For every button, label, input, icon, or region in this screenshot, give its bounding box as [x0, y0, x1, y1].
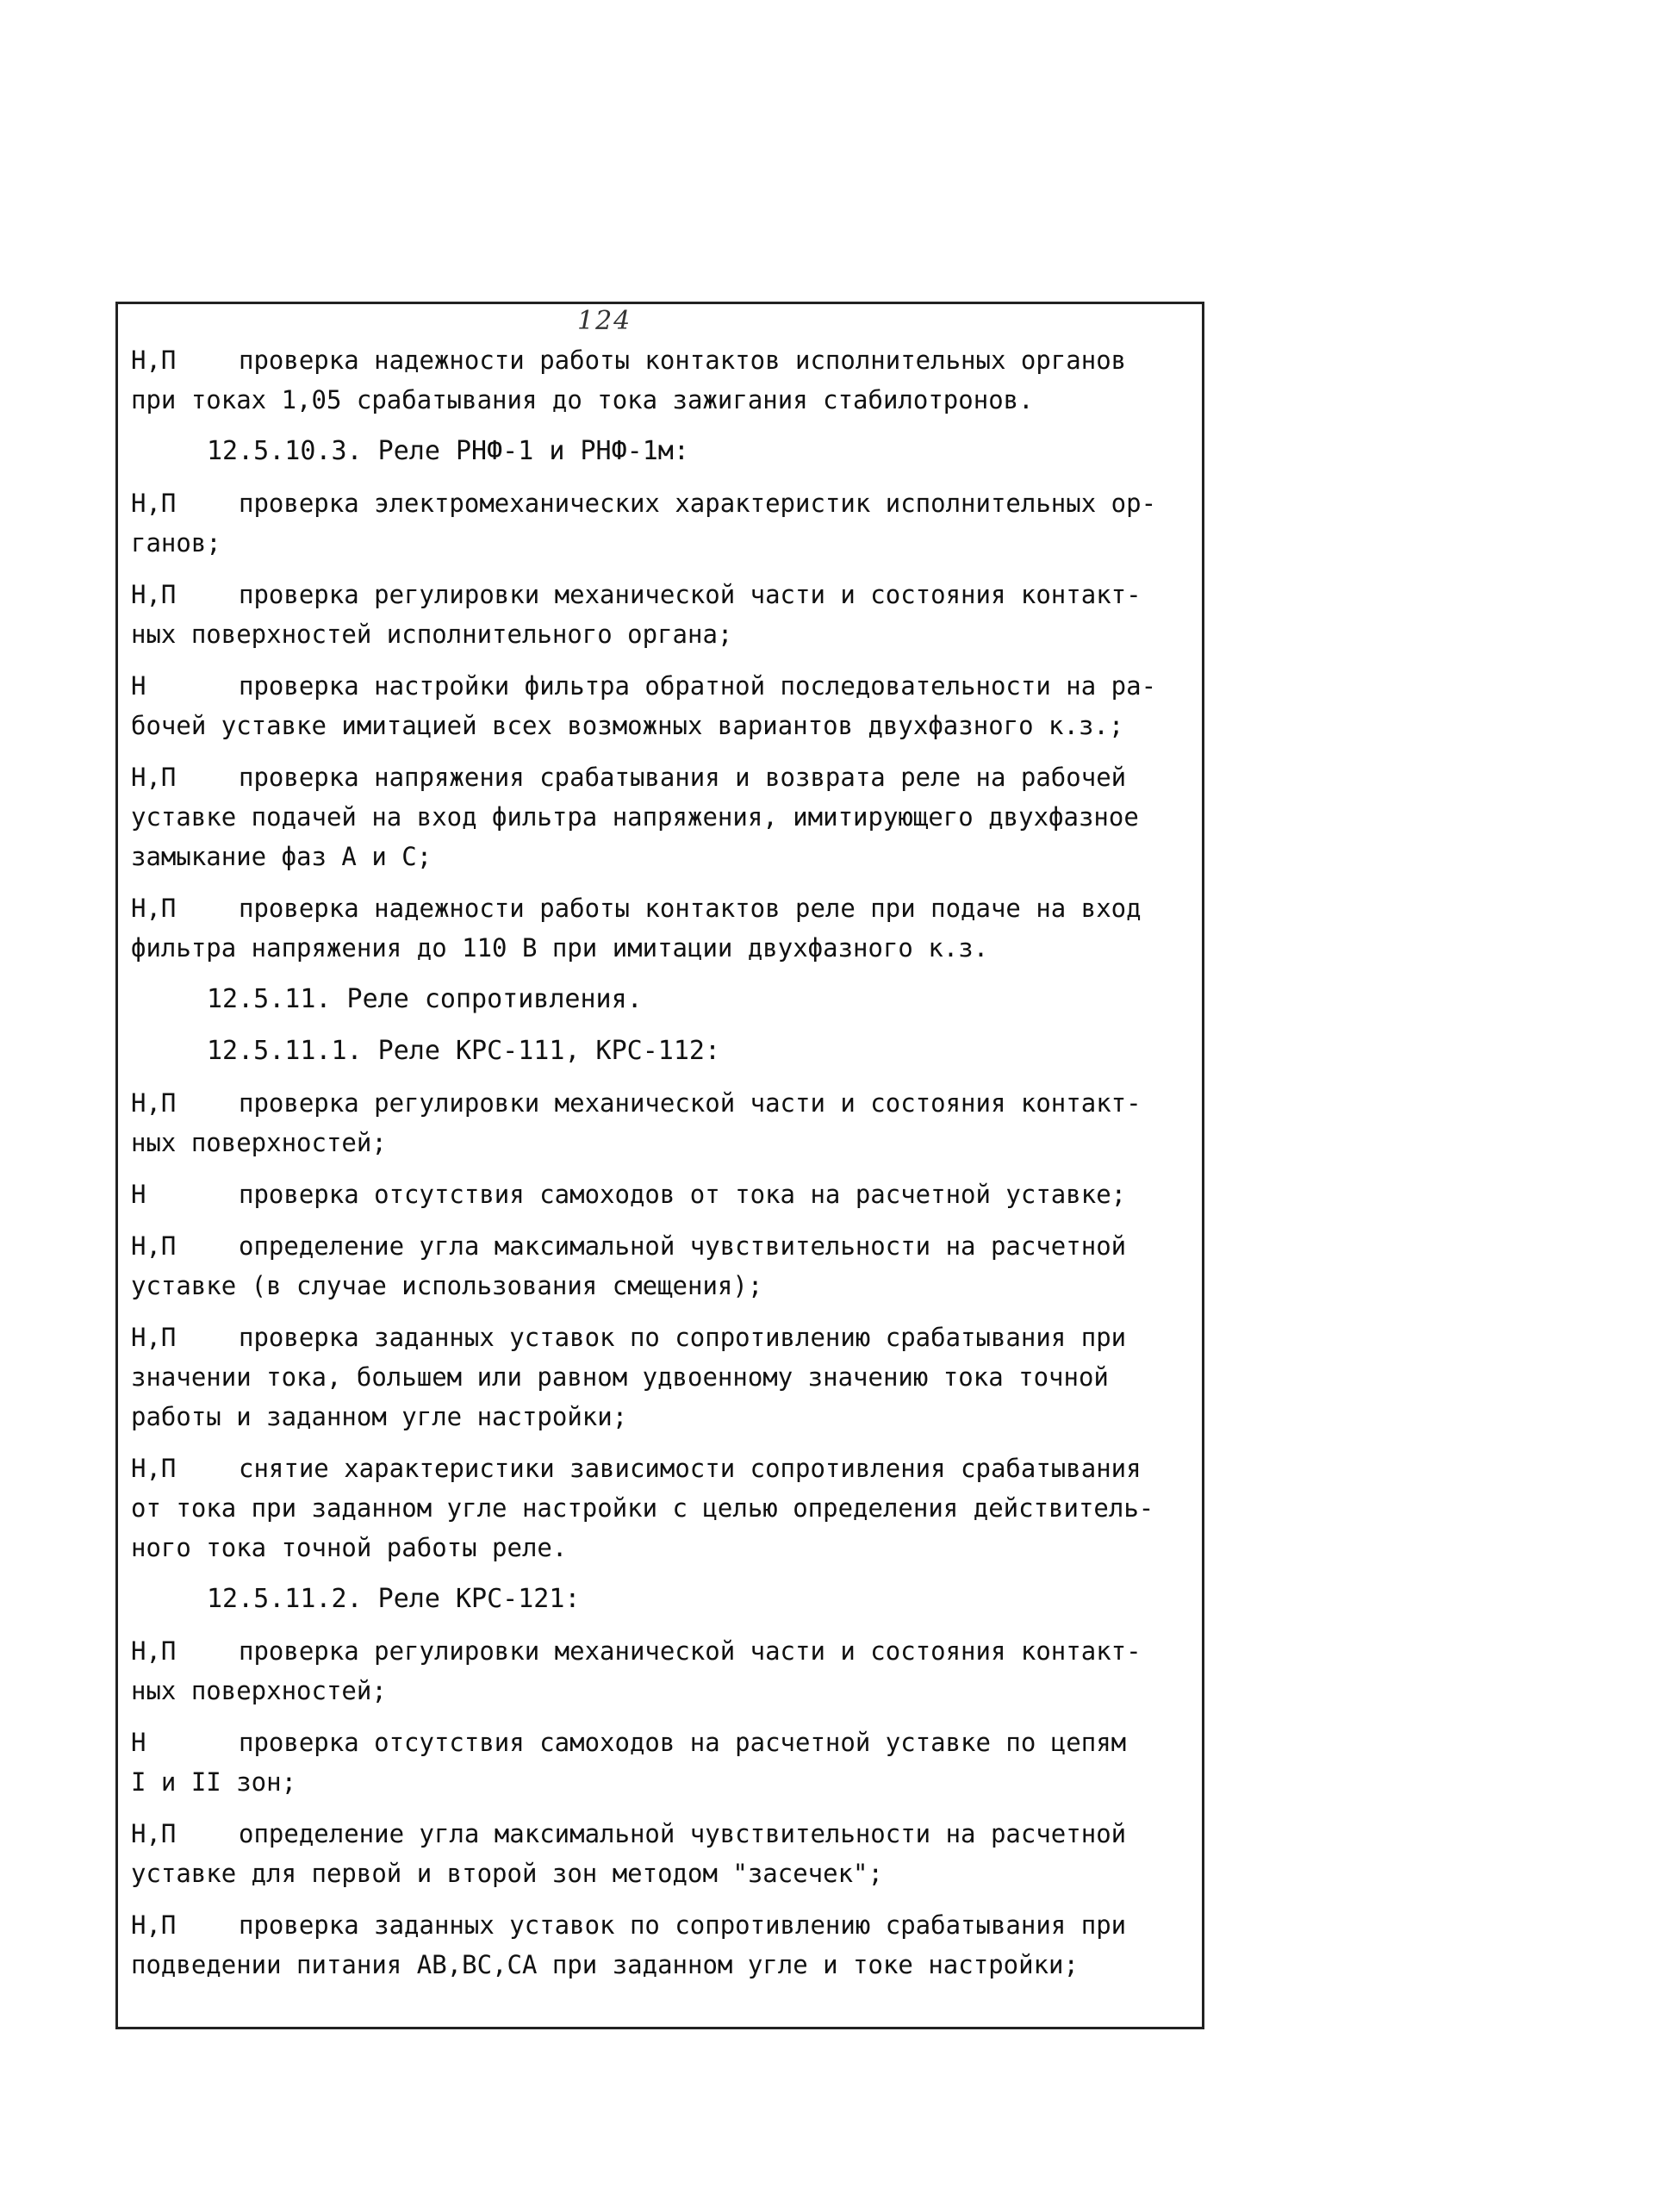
item-text-line: ных поверхностей исполнительного органа; [131, 620, 733, 649]
item-code: Н,П [131, 489, 177, 518]
item-text-line: подведении питания АВ,ВС,СА при заданном угле и токе настройки; [131, 1950, 1079, 1979]
page-number: 124 [577, 306, 632, 336]
item-text-line: проверка электромеханических характеристик исполнительных ор- [239, 489, 1157, 518]
item-text-line: определение угла максимальной чувствительности на расчетной [239, 1231, 1127, 1261]
section-heading: 12.5.11.2. Реле КРС-121: [207, 1584, 581, 1614]
item-text-line: проверка регулировки механической части и состояния контакт- [239, 1636, 1142, 1666]
checklist-item [131, 1226, 1195, 1306]
item-text-line: проверка заданных уставок по сопротивлению срабатывания при [239, 1323, 1127, 1352]
item-code: Н,П [131, 763, 177, 792]
item-text-line: фильтра напряжения до 110 В при имитации двухфазного к.з. [131, 933, 989, 963]
item-text-line: ного тока точной работы реле. [131, 1533, 568, 1562]
item-code: Н [131, 1180, 146, 1209]
checklist-item [131, 1175, 1195, 1214]
checklist-item [131, 483, 1195, 563]
item-code: Н,П [131, 1910, 177, 1940]
item-code: Н,П [131, 346, 177, 375]
checklist-item [131, 1905, 1195, 1985]
item-code: Н,П [131, 1636, 177, 1666]
item-code: Н [131, 671, 146, 701]
checklist-item [131, 1083, 1195, 1162]
item-text-line: проверка отсутствия самоходов от тока на расчетной уставке; [239, 1180, 1127, 1209]
checklist-item [131, 1814, 1195, 1893]
checklist-item [131, 757, 1195, 876]
item-text-line: снятие характеристики зависимости сопротивления срабатывания [239, 1454, 1142, 1483]
item-text-line: ных поверхностей; [131, 1676, 387, 1705]
item-text-line: I и II зон; [131, 1767, 297, 1797]
item-text-line: проверка заданных уставок по сопротивлению срабатывания при [239, 1910, 1127, 1940]
section-heading: 12.5.11. Реле сопротивления. [207, 984, 643, 1014]
item-text-line: уставке подачей на вход фильтра напряжения, имитирующего двухфазное [131, 802, 1139, 832]
item-text-line: при токах 1,05 срабатывания до тока зажигания стабилотронов. [131, 385, 1034, 414]
checklist-item [131, 1723, 1195, 1802]
item-code: Н,П [131, 1323, 177, 1352]
item-text-line: замыкание фаз А и С; [131, 842, 432, 871]
item-text-line: ганов; [131, 528, 221, 558]
checklist-item [131, 340, 1195, 420]
item-code: Н,П [131, 1454, 177, 1483]
item-text-line: ных поверхностей; [131, 1128, 387, 1157]
checklist-item [131, 888, 1195, 968]
checklist-item [131, 1631, 1195, 1711]
item-text-line: проверка настройки фильтра обратной последовательности на ра- [239, 671, 1157, 701]
item-text-line: проверка регулировки механической части и состояния контакт- [239, 580, 1142, 609]
item-text-line: уставке для первой и второй зон методом "засечек"; [131, 1859, 883, 1888]
checklist-item [131, 1318, 1195, 1436]
item-text-line: работы и заданном угле настройки; [131, 1402, 628, 1431]
checklist-item [131, 1449, 1195, 1567]
section-heading: 12.5.11.1. Реле КРС-111, КРС-112: [207, 1036, 721, 1066]
item-code: Н,П [131, 1088, 177, 1118]
item-text-line: уставке (в случае использования смещения); [131, 1271, 763, 1300]
item-text-line: проверка напряжения срабатывания и возврата реле на рабочей [239, 763, 1127, 792]
item-code: Н [131, 1728, 146, 1757]
item-code: Н,П [131, 580, 177, 609]
item-text-line: проверка надежности работы контактов исполнительных органов [239, 346, 1127, 375]
item-code: Н,П [131, 1231, 177, 1261]
checklist-item [131, 666, 1195, 745]
item-text-line: определение угла максимальной чувствительности на расчетной [239, 1819, 1127, 1848]
item-text-line: от тока при заданном угле настройки с целью определения действитель- [131, 1493, 1154, 1523]
section-heading: 12.5.10.3. Реле РНФ-1 и РНФ-1м: [207, 436, 689, 466]
checklist-item [131, 575, 1195, 654]
item-text-line: значении тока, большем или равном удвоенному значению тока точной [131, 1362, 1109, 1392]
item-text-line: проверка надежности работы контактов реле при подаче на вход [239, 894, 1142, 923]
item-text-line: бочей уставке имитацией всех возможных вариантов двухфазного к.з.; [131, 711, 1124, 740]
item-text-line: проверка регулировки механической части и состояния контакт- [239, 1088, 1142, 1118]
item-code: Н,П [131, 894, 177, 923]
item-code: Н,П [131, 1819, 177, 1848]
document-body [131, 340, 1195, 1997]
item-text-line: проверка отсутствия самоходов на расчетной уставке по цепям [239, 1728, 1127, 1757]
